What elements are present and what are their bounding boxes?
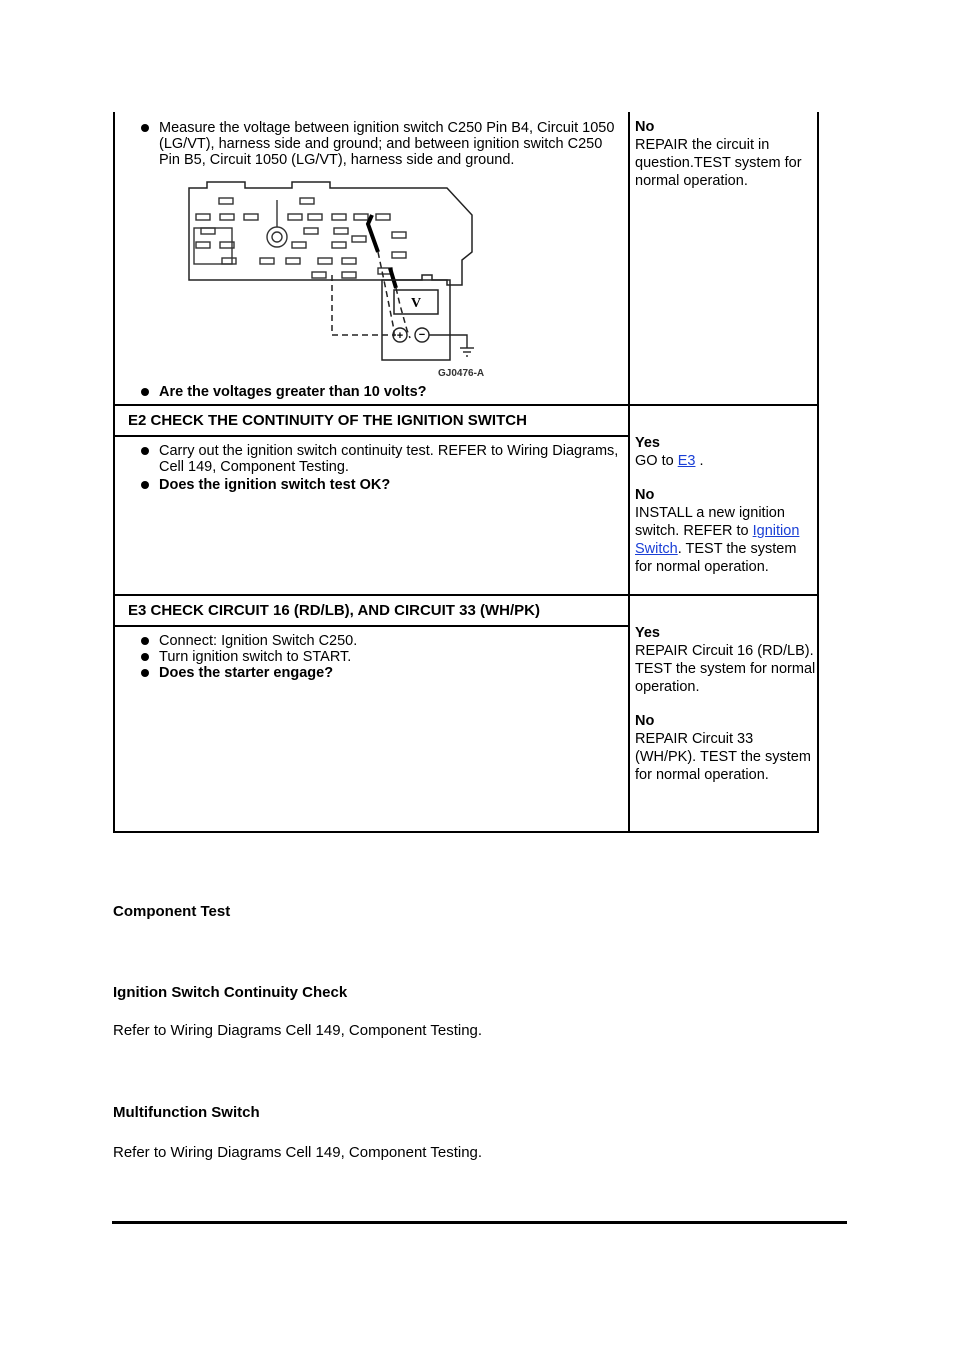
- multifunction-switch-text: Refer to Wiring Diagrams Cell 149, Component Testing.: [113, 1144, 483, 1161]
- svg-text:−: −: [418, 329, 426, 341]
- component-test-heading: Component Test: [113, 903, 231, 920]
- e1-no-text: REPAIR the circuit in question.TEST system for normal operation.: [635, 137, 802, 189]
- e2-question: Does the ignition switch test OK?: [138, 477, 628, 493]
- e1-results-cell: [629, 112, 818, 405]
- e3-link[interactable]: E3: [677, 453, 696, 469]
- voltmeter-label: V: [410, 296, 422, 311]
- e1-measure-step: Measure the voltage between ignition switch C250 Pin B4, Circuit 1050 (LG/VT), harness side and ground; and between ignition switch C250 Pin B5, Circuit 1050 (LG/VT), harness side and ground.: [138, 120, 628, 168]
- footer-divider: [112, 1221, 847, 1224]
- e3-question: Does the starter engage?: [138, 665, 628, 681]
- e3-heading: E3 CHECK CIRCUIT 16 (RD/LB), AND CIRCUIT 33 (WH/PK): [115, 596, 628, 627]
- pinpoint-test-table: [113, 112, 819, 833]
- e3-no-text: REPAIR Circuit 33 (WH/PK). TEST the system for normal operation.: [635, 731, 811, 783]
- ignition-switch-link[interactable]: Ignition Switch: [635, 523, 800, 557]
- e3-no-label: No: [635, 713, 655, 729]
- svg-text:+: +: [396, 330, 404, 342]
- figure-id: GJ0476-A: [438, 368, 485, 379]
- voltmeter: [382, 280, 474, 360]
- multifunction-switch-heading: Multifunction Switch: [113, 1104, 260, 1121]
- e1-no-label: No: [635, 119, 655, 135]
- e1-actions-cell: [114, 112, 629, 405]
- e3-results-cell: [629, 595, 818, 832]
- e1-question: Are the voltages greater than 10 volts?: [138, 384, 628, 400]
- e3-yes-text: REPAIR Circuit 16 (RD/LB). TEST the system for normal operation.: [635, 643, 816, 695]
- e3-actions-cell: [114, 595, 629, 832]
- e2-step-continuity: Carry out the ignition switch continuity test. REFER to Wiring Diagrams, Cell 149, Component Testing.: [138, 443, 628, 475]
- e2-heading: E2 CHECK THE CONTINUITY OF THE IGNITION SWITCH: [115, 406, 628, 437]
- e3-step-connect: Connect: Ignition Switch C250.: [138, 633, 628, 649]
- e3-yes-label: Yes: [635, 625, 660, 641]
- e2-results-cell: [629, 405, 818, 595]
- e2-no-suffix: . TEST the system for normal operation.: [635, 541, 797, 575]
- e3-step-start: Turn ignition switch to START.: [138, 649, 628, 665]
- e2-no-prefix: INSTALL a new ignition switch. REFER to: [635, 505, 785, 539]
- connector-voltage-figure: [182, 180, 530, 380]
- e2-actions-cell: [114, 405, 629, 595]
- e2-no-label: No: [635, 487, 655, 503]
- continuity-check-heading: Ignition Switch Continuity Check: [113, 984, 348, 1001]
- continuity-check-text: Refer to Wiring Diagrams Cell 149, Component Testing.: [113, 1022, 483, 1039]
- e2-yes-label: Yes: [635, 435, 660, 451]
- e2-yes-suffix: .: [699, 453, 704, 469]
- connector-diagram-svg: [182, 180, 530, 380]
- e2-yes-prefix: GO to: [635, 453, 674, 469]
